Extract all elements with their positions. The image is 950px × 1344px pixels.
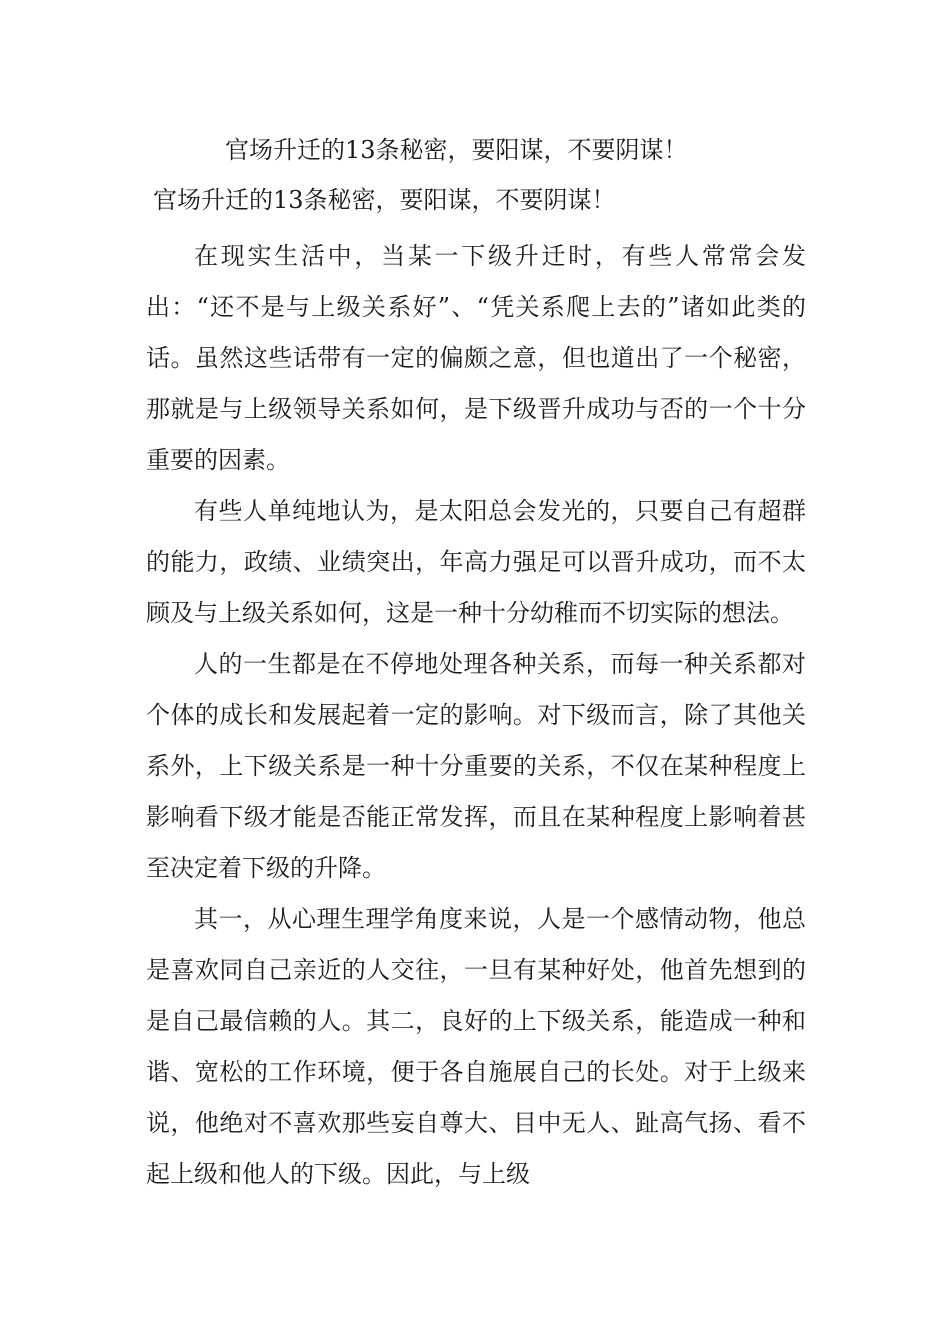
- paragraph-1: 在现实生活中，当某一下级升迁时，有些人常常会发出：“还不是与上级关系好”、“凭关系爬上去的”诸如此类的话。虽然这些话带有一定的偏颇之意，但也道出了一个秘密，那就是与上级领导关系如何，是下级晋升成功与否的一个十分重要的因素。: [146, 242, 806, 474]
- document-body: [146, 231, 806, 1200]
- paragraph-3: 人的一生都是在不停地处理各种关系，而每一种关系都对个体的成长和发展起着一定的影响。对下级而言，除了其他关系外，上下级关系是一种十分重要的关系，不仅在某种程度上影响看下级才能是否能正常发挥，而且在某种程度上影响着甚至决定着下级的升降。: [146, 650, 806, 882]
- paragraph-2: 有些人单纯地认为，是太阳总会发光的，只要自己有超群的能力，政绩、业绩突出，年高力强足可以晋升成功，而不太顾及与上级关系如何，这是一种十分幼稚而不切实际的想法。: [146, 497, 806, 627]
- paragraph-4: 其一，从心理生理学角度来说，人是一个感情动物，他总是喜欢同自己亲近的人交往，一旦有某种好处，他首先想到的是自己最信赖的人。其二，良好的上下级关系，能造成一种和谐、宽松的工作环境，便于各自施展自己的长处。对于上级来说，他绝对不喜欢那些妄自尊大、目中无人、趾高气扬、看不起上级和他人的下级。因此，与上级: [146, 905, 806, 1188]
- document-title: 官场升迁的13条秘密，要阳谋，不要阴谋！: [225, 136, 688, 164]
- document-subtitle: 官场升迁的13条秘密，要阳谋，不要阴谋！: [153, 186, 616, 214]
